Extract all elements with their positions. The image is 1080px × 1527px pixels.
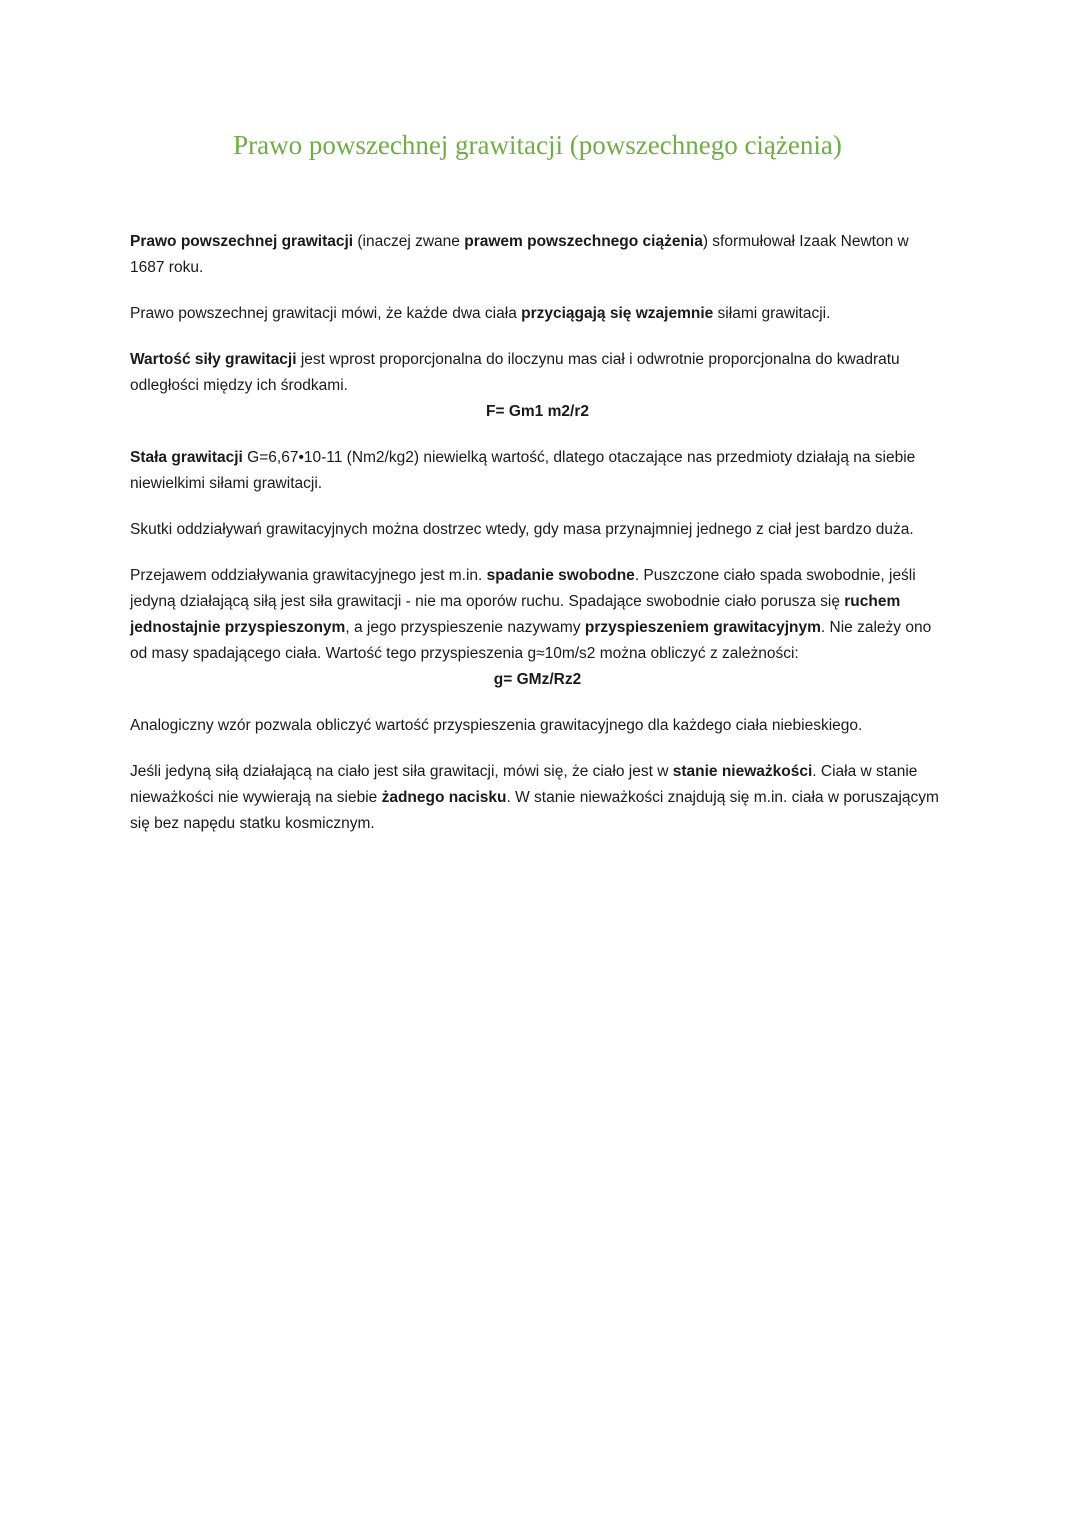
- paragraph-free-fall: [130, 563, 945, 667]
- text-segment: jest wprost proporcjonalna do iloczynu mas ciał i odwrotnie proporcjonalna do kwadratu odległości między ich środkami.: [130, 351, 900, 395]
- text-segment: Analogiczny wzór pozwala obliczyć wartość przyspieszenia grawitacyjnego dla każdego ciała niebieskiego.: [130, 717, 863, 735]
- text-segment-bold: prawem powszechnego ciążenia: [464, 233, 703, 251]
- text-segment-bold: Prawo powszechnej grawitacji: [130, 233, 354, 251]
- paragraph-intro: [130, 229, 945, 281]
- text-segment: . W stanie nieważkości znajdują się m.in. ciała w poruszającym się bez napędu statku kosmicznym.: [130, 789, 939, 833]
- paragraph-weightlessness: [130, 759, 945, 837]
- formula-gravitational-acceleration: g= GMz/Rz2: [493, 671, 582, 689]
- text-segment: , a jego przyspieszenie nazywamy: [345, 619, 585, 637]
- paragraph-force-value: [130, 347, 945, 399]
- text-segment-bold: przyspieszeniem grawitacyjnym: [584, 619, 821, 637]
- text-segment: Przejawem oddziaływania grawitacyjnego jest m.in.: [130, 567, 487, 585]
- text-segment-bold: spadanie swobodne: [486, 567, 635, 585]
- text-segment: . Puszczone ciało spada swobodnie, jeśli jedyną działającą siłą jest siła grawitacji - nie ma oporów ruchu. Spadające swobodnie ciało porusza się: [130, 567, 916, 611]
- paragraph-law-statement: [130, 301, 945, 327]
- text-segment: Skutki oddziaływań grawitacyjnych można dostrzec wtedy, gdy masa przynajmniej jednego z ciał jest bardzo duża.: [130, 521, 914, 539]
- page-title: Prawo powszechnej grawitacji (powszechnego ciążenia): [233, 130, 842, 160]
- text-segment: Prawo powszechnej grawitacji mówi, że każde dwa ciała: [130, 305, 522, 323]
- text-segment: . Nie zależy ono od masy spadającego ciała. Wartość tego przyspieszenia g≈10m/s2 można obliczyć z zależności:: [130, 619, 932, 663]
- text-segment-bold: ruchem jednostajnie przyspieszonym: [130, 593, 901, 637]
- text-segment: siłami grawitacji.: [713, 305, 831, 323]
- text-segment-bold: żadnego nacisku: [381, 789, 507, 807]
- formula-gravity-force: F= Gm1 m2/r2: [486, 403, 589, 421]
- text-segment: (inaczej zwane: [353, 233, 465, 251]
- text-segment: . Ciała w stanie nieważkości nie wywierają na siebie: [130, 763, 918, 807]
- text-segment: ) sformułował Izaak Newton w 1687 roku.: [130, 233, 909, 277]
- paragraph-analogous-formula: [130, 713, 945, 739]
- text-segment-bold: przyciągają się wzajemnie: [521, 305, 714, 323]
- text-segment-bold: stanie nieważkości: [672, 763, 813, 781]
- text-segment: Jeśli jedyną siłą działającą na ciało jest siła grawitacji, mówi się, że ciało jest w: [130, 763, 673, 781]
- paragraph-gravitational-constant: [130, 445, 945, 497]
- text-segment-bold: Wartość siły grawitacji: [130, 351, 297, 369]
- paragraph-effects: [130, 517, 945, 543]
- text-segment: G=6,67•10-11 (Nm2/kg2) niewielką wartość, dlatego otaczające nas przedmioty działają na siebie niewielkimi siłami grawitacji.: [130, 449, 916, 493]
- text-segment-bold: Stała grawitacji: [130, 449, 243, 467]
